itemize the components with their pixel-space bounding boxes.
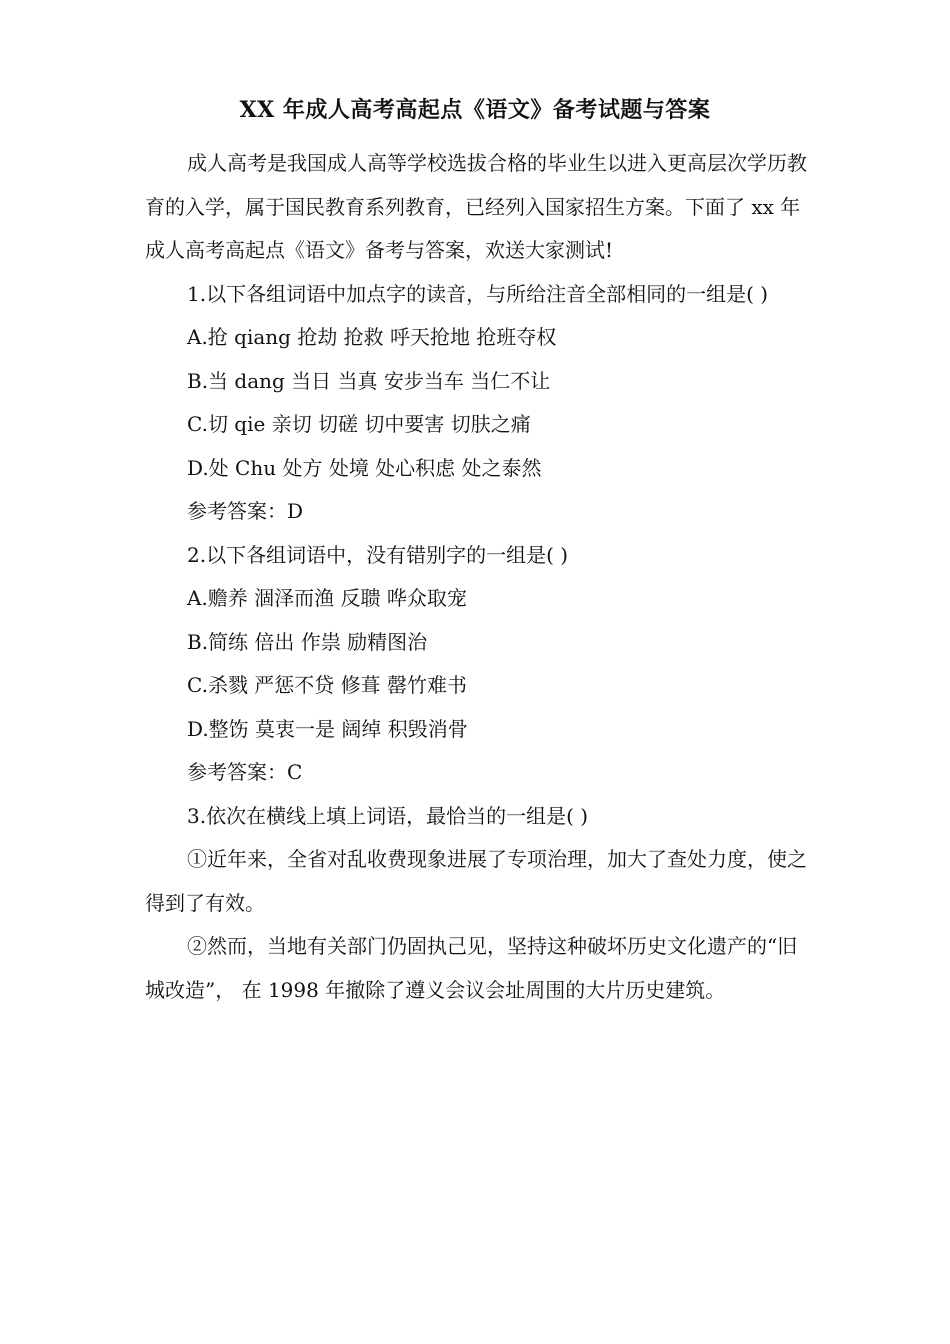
question-1-option-c: C.切 qie 亲切 切磋 切中要害 切肤之痛 [187, 412, 531, 436]
question-2-option-d: D.整饬 莫衷一是 阔绰 积毁消骨 [187, 716, 468, 741]
question-3-item-2: ②然而，当地有关部门仍固执己见，坚持这种破坏历史文化遗产的“旧城改造”， 在 1998 年撤除了遵义会议会址周围的大片历史建筑。 [145, 934, 798, 1002]
question-2-option-a: A.赡养 涸泽而渔 反聩 哗众取宠 [187, 586, 467, 610]
intro-paragraph: 成人高考是我国成人高等学校选拔合格的毕业生以进入更高层次学历教育的入学，属于国民教育系列教育，已经列入国家招生方案。下面了 xx 年成人高考高起点《语文》备考与答案，欢送大家测试! [145, 151, 807, 262]
question-1-option-d: D.处 Chu 处方 处境 处心积虑 处之泰然 [187, 455, 542, 480]
question-3-item-1: ①近年来，全省对乱收费现象进展了专项治理，加大了查处力度，使之得到了有效。 [145, 847, 807, 915]
question-2-option-c: C.杀戮 严惩不贷 修葺 罄竹难书 [187, 673, 468, 697]
question-1-answer: 参考答案：D [187, 499, 304, 523]
question-2-option-b: B.简练 倍出 作祟 励精图治 [187, 629, 428, 654]
question-1-option-b: B.当 dang 当日 当真 安步当车 当仁不让 [187, 368, 551, 393]
document-title: XX 年成人高考高起点《语文》备考试题与答案 [239, 97, 711, 123]
question-2-stem: 2.以下各组词语中，没有错别字的一组是( ) [187, 542, 569, 567]
question-1-stem: 1.以下各组词语中加点字的读音，与所给注音全部相同的一组是( ) [187, 281, 769, 306]
question-1-option-a: A.抢 qiang 抢劫 抢救 呼天抢地 抢班夺权 [187, 325, 557, 349]
question-2-answer: 参考答案：C [187, 760, 303, 784]
document-body [145, 142, 810, 1012]
question-3-stem: 3.依次在横线上填上词语，最恰当的一组是( ) [187, 803, 589, 828]
